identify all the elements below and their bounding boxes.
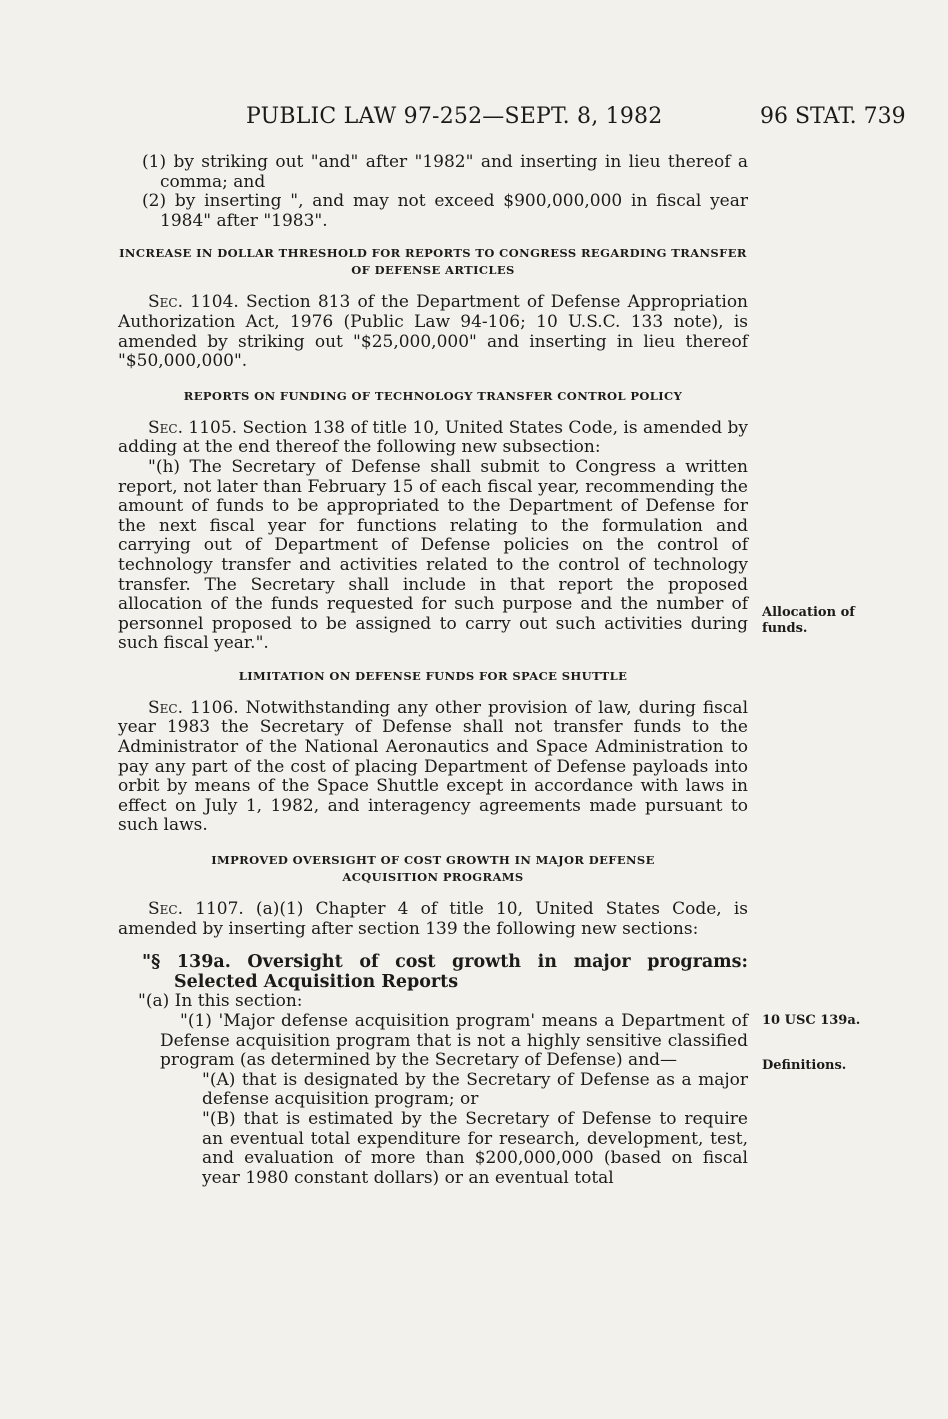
section-heading-1104: INCREASE IN DOLLAR THRESHOLD FOR REPORTS TO CONGRESS REGARDING TRANSFER OF DEFENSE ARTICLES bbox=[119, 246, 747, 278]
page-header-title: PUBLIC LAW 97-252—SEPT. 8, 1982 bbox=[246, 104, 663, 129]
section-1107 bbox=[118, 900, 748, 939]
section-1106 bbox=[118, 699, 748, 836]
sec-label: Sec. bbox=[148, 417, 183, 438]
sec-label: Sec. bbox=[148, 899, 183, 920]
paragraph-1: (1) by striking out "and" after "1982" and inserting in lieu thereof a comma; and bbox=[142, 152, 748, 192]
section-1105 bbox=[118, 419, 748, 458]
sec-label: Sec. bbox=[148, 292, 183, 313]
section-1104-text: 1104. Section 813 of the Department of Defense Appropriation Authorization Act, 1976 (Public Law 94-106; 10 U.S.C. 133 note), is amended by striking out "$25,000,000" and inserting in lieu thereof "$50,000,000". bbox=[118, 292, 749, 372]
section-1105-text: 1105. Section 138 of title 10, United States Code, is amended by adding at the end thereof the following new subsection: bbox=[118, 417, 748, 458]
document-body bbox=[118, 153, 748, 1188]
margin-note-usc: 10 USC 139a. bbox=[762, 1013, 861, 1028]
section-heading-1106: LIMITATION ON DEFENSE FUNDS FOR SPACE SHUTTLE bbox=[238, 668, 628, 683]
definition-1-B: "(B) that is estimated by the Secretary of Defense to require an eventual total expenditure for research, development, test, and evaluation of more than $200,000,000 (based on fiscal year 1980 constant dollars) or an eventual total bbox=[202, 1108, 748, 1188]
page-header-stat: 96 STAT. 739 bbox=[760, 104, 906, 129]
margin-note-definitions: Definitions. bbox=[762, 1058, 847, 1073]
section-1105-subsection-h: "(h) The Secretary of Defense shall submit to Congress a written report, not later than February 15 of each fiscal year, recommending the amount of funds to be appropriated to the Department of Defense for the next fiscal year for functions relating to the formulation and carrying out of Department of Defense policies on the control of technology transfer and activities related to the control of technology transfer. The Secretary shall include in that report the proposed allocation of the funds requested for such purpose and the number of personnel proposed to be assigned to carry out such activities during such fiscal year.". bbox=[118, 456, 748, 654]
definition-1: "(1) 'Major defense acquisition program' means a Department of Defense acquisition program that is not a highly sensitive classified program (as determined by the Secretary of Defense) and— bbox=[160, 1011, 748, 1071]
section-1106-text: 1106. Notwithstanding any other provision of law, during fiscal year 1983 the Secretary of Defense shall not transfer funds to the Administrator of the National Aeronautics and Space Administration to pay any part of the cost of placing Department of Defense payloads into orbit by means of the Space Shuttle except in accordance with laws in effect on July 1, 1982, and interagency agreements made pursuant to such laws. bbox=[118, 697, 749, 836]
definition-1-A: "(A) that is designated by the Secretary of Defense as a major defense acquisition program; or bbox=[202, 1069, 748, 1110]
subsection-a: "(a) In this section: bbox=[138, 991, 303, 1012]
section-heading-1107: IMPROVED OVERSIGHT OF COST GROWTH IN MAJOR DEFENSE ACQUISITION PROGRAMS bbox=[211, 853, 655, 885]
margin-note-allocation: Allocation of funds. bbox=[762, 605, 855, 636]
sec-label: Sec. bbox=[148, 697, 183, 718]
section-heading-1105: REPORTS ON FUNDING OF TECHNOLOGY TRANSFER CONTROL POLICY bbox=[183, 388, 683, 403]
section-139a-title: "§ 139a. Oversight of cost growth in major programs: Selected Acquisition Reports bbox=[142, 952, 748, 992]
section-1104 bbox=[118, 293, 748, 371]
section-1107-text: 1107. (a)(1) Chapter 4 of title 10, United States Code, is amended by inserting after section 139 the following new sections: bbox=[118, 899, 749, 939]
paragraph-2: (2) by inserting ", and may not exceed $900,000,000 in fiscal year 1984" after "1983". bbox=[142, 191, 748, 231]
